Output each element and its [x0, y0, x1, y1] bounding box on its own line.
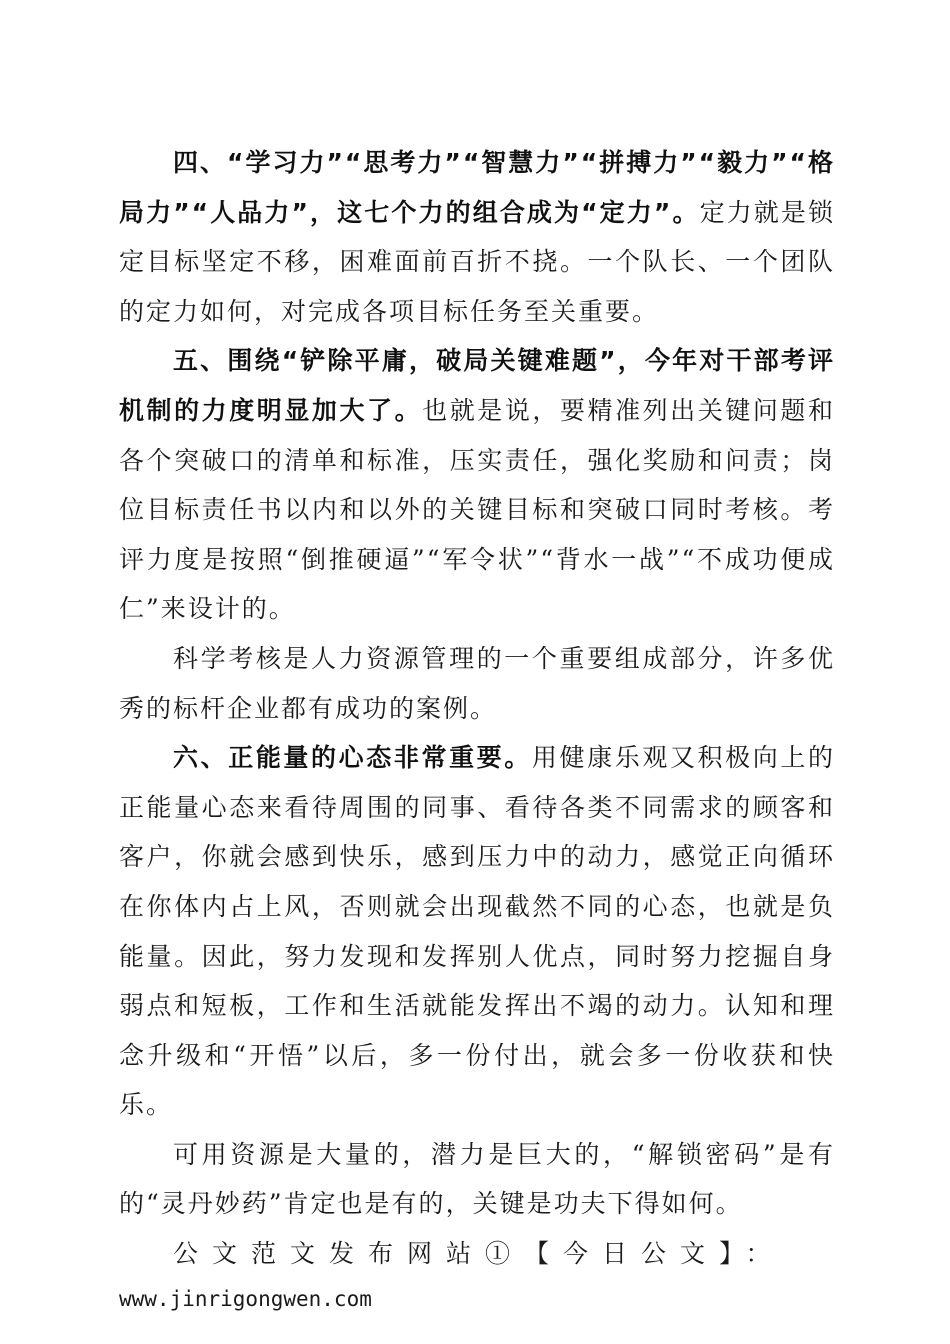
- section-four-text: 定力就是锁定目标坚定不移，困难面前百折不挠。一个队长、一个团队的定力如何，对完成各项目标任务至关重要。: [119, 197, 835, 326]
- section-five-text: 也就是说，要精准列出关键问题和各个突破口的清单和标准，压实责任，强化奖励和问责；岗位目标责任书以内和以外的关键目标和突破口同时考核。考评力度是按照“倒推硬逼”“军令状”“背水一战”“不成功便成仁”来设计的。: [119, 395, 835, 624]
- section-six-paragraph: [119, 733, 835, 1130]
- section-six-text: 用健康乐观又积极向上的正能量心态来看待周围的同事、看待各类不同需求的顾客和客户，你就会感到快乐，感到压力中的动力，感觉正向循环在你体内占上风，否则就会出现截然不同的心态，也就是负能量。因此，努力发现和发挥别人优点，同时努力挖掘自身弱点和短板，工作和生活就能发挥出不竭的动力。认知和理念升级和“开悟”以后，多一份付出，就会多一份收获和快乐。: [119, 743, 835, 1120]
- section-four-heading: 四、“学习力”“思考力”“智慧力”“拼搏力”“毅力”“格局力”“人品力”，这七个力的组合成为“定力”。: [119, 148, 835, 227]
- resources-text: 可用资源是大量的，潜力是巨大的，“解锁密码”是有的“灵丹妙药”肯定也是有的，关键是功夫下得如何。: [119, 1139, 835, 1219]
- footer-site-url[interactable]: www.jinrigongwen.com: [119, 1286, 372, 1311]
- section-five-paragraph: [119, 336, 835, 634]
- document-body: [119, 138, 835, 1319]
- assessment-text: 科学考核是人力资源管理的一个重要组成部分，许多优秀的标杆企业都有成功的案例。: [119, 643, 835, 723]
- section-five-heading: 五、围绕“铲除平庸，破局关键难题”，今年对干部考评机制的力度明显加大了。: [119, 346, 835, 425]
- section-six-heading: 六、正能量的心态非常重要。: [173, 743, 532, 773]
- section-four-paragraph: [119, 138, 835, 336]
- assessment-paragraph: [119, 634, 835, 733]
- footer-site-label: 公文范文发布网站①【今日公文】：: [173, 1239, 785, 1269]
- resources-paragraph: [119, 1130, 835, 1229]
